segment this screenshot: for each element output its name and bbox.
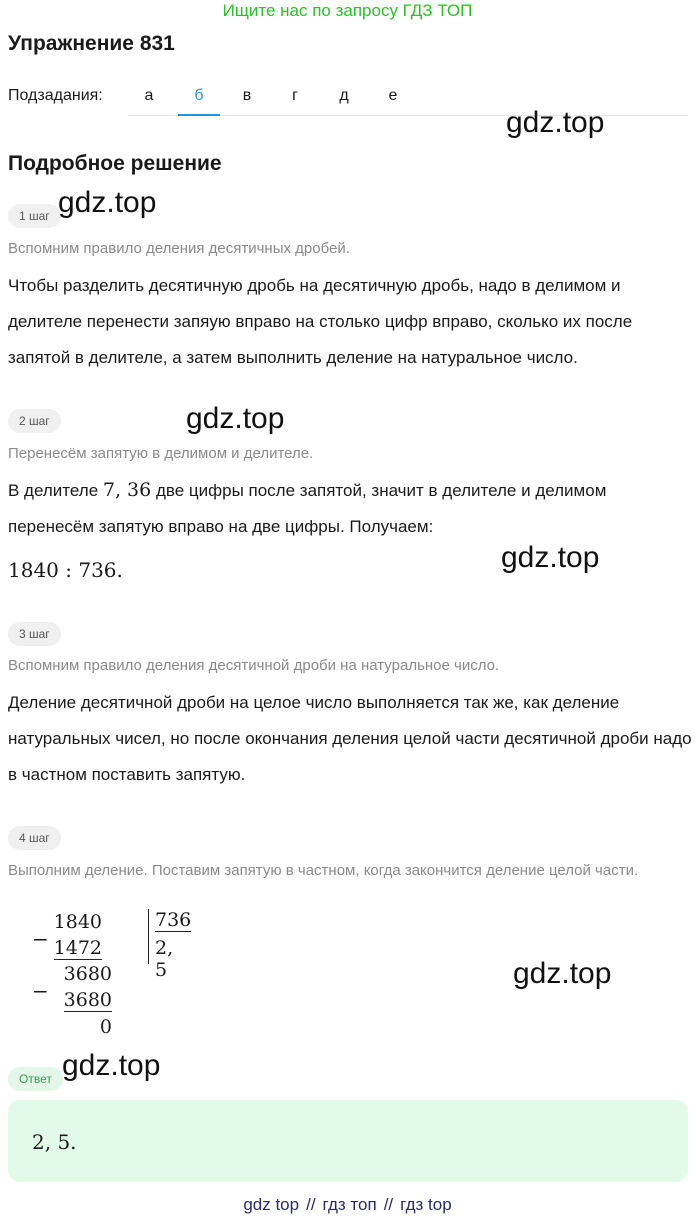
quotient: 2, 5 (155, 937, 174, 981)
watermark: gdz.top (506, 106, 605, 139)
step-2-text-after: две цифры после запятой, значит в делителе и делимом перенесём запятую вправо на две цифры. Получаем: (8, 481, 607, 536)
search-banner: Ищите нас по запросу ГДЗ ТОП (222, 1, 473, 20)
step-1-badge: 1 шаг (8, 204, 61, 228)
footer-separator: // (383, 1195, 394, 1214)
remainder-1: 3680 (63, 963, 112, 985)
subtrahend-1: 1472 (53, 937, 102, 959)
step-2-text (8, 472, 693, 545)
step-3-hint: Вспомним правило деления десятичной дроби на натуральное число. (8, 657, 500, 674)
step-3-text: Деление десятичной дроби на целое число выполняется так же, как деление натуральных чисел, но после окончания деления целой части десятичной дроби надо в частном поставить запятую. (8, 693, 692, 784)
tab-e[interactable]: е (388, 87, 398, 104)
tab-v[interactable]: в (242, 87, 252, 104)
step-4-badge: 4 шаг (8, 826, 61, 850)
step-4-hint: Выполним деление. Поставим запятую в частном, когда закончится деление целой части. (8, 862, 639, 879)
section-title: Подробное решение (8, 152, 222, 175)
step-1-hint: Вспомним правило деления десятичных дробей. (8, 240, 350, 257)
tab-d[interactable]: д (339, 87, 349, 104)
footer-links (0, 1195, 695, 1215)
footer-link-3[interactable]: гдз top (400, 1195, 452, 1214)
divisor: 736 (155, 909, 192, 931)
minus-sign: − (32, 979, 49, 1003)
watermark: gdz.top (58, 186, 157, 219)
step-2-math-inline: 7, 36 (102, 479, 152, 501)
answer-value: 2, 5. (32, 1130, 77, 1154)
tab-a[interactable]: а (144, 87, 154, 104)
step-2-hint: Перенесём запятую в делимом и делителе. (8, 445, 314, 462)
step-3-badge: 3 шаг (8, 622, 61, 646)
footer-link-1[interactable]: gdz top (243, 1195, 300, 1214)
step-2-badge: 2 шаг (8, 409, 61, 433)
watermark: gdz.top (62, 1049, 161, 1082)
watermark: gdz.top (186, 402, 285, 435)
page-title: Упражнение 831 (8, 32, 175, 55)
division-bar (148, 909, 149, 964)
tab-g[interactable]: г (292, 87, 298, 104)
footer-separator: // (306, 1195, 316, 1214)
step-2-result: 1840 : 736. (8, 558, 123, 582)
subtrahend-2: 3680 (63, 989, 112, 1011)
remainder-2: 0 (99, 1016, 112, 1038)
subtasks-label: Подзадания: (8, 87, 103, 104)
answer-badge: Ответ (8, 1067, 63, 1091)
step-1-text: Чтобы разделить десятичную дробь на десятичную дробь, надо в делимом и делителе перенести запяую вправо на столько цифр вправо, сколько их после запятой в делителе, а затем выполнить деление на натуральное число. (8, 276, 633, 367)
answer-box (8, 1100, 688, 1182)
step-2-text-before: В делителе (8, 481, 103, 500)
minus-sign: − (32, 927, 49, 951)
watermark: gdz.top (513, 957, 612, 990)
dividend: 1840 (53, 911, 102, 933)
tab-b[interactable]: б (178, 78, 220, 116)
watermark: gdz.top (501, 541, 600, 574)
footer-link-2[interactable]: гдз топ (322, 1195, 377, 1214)
